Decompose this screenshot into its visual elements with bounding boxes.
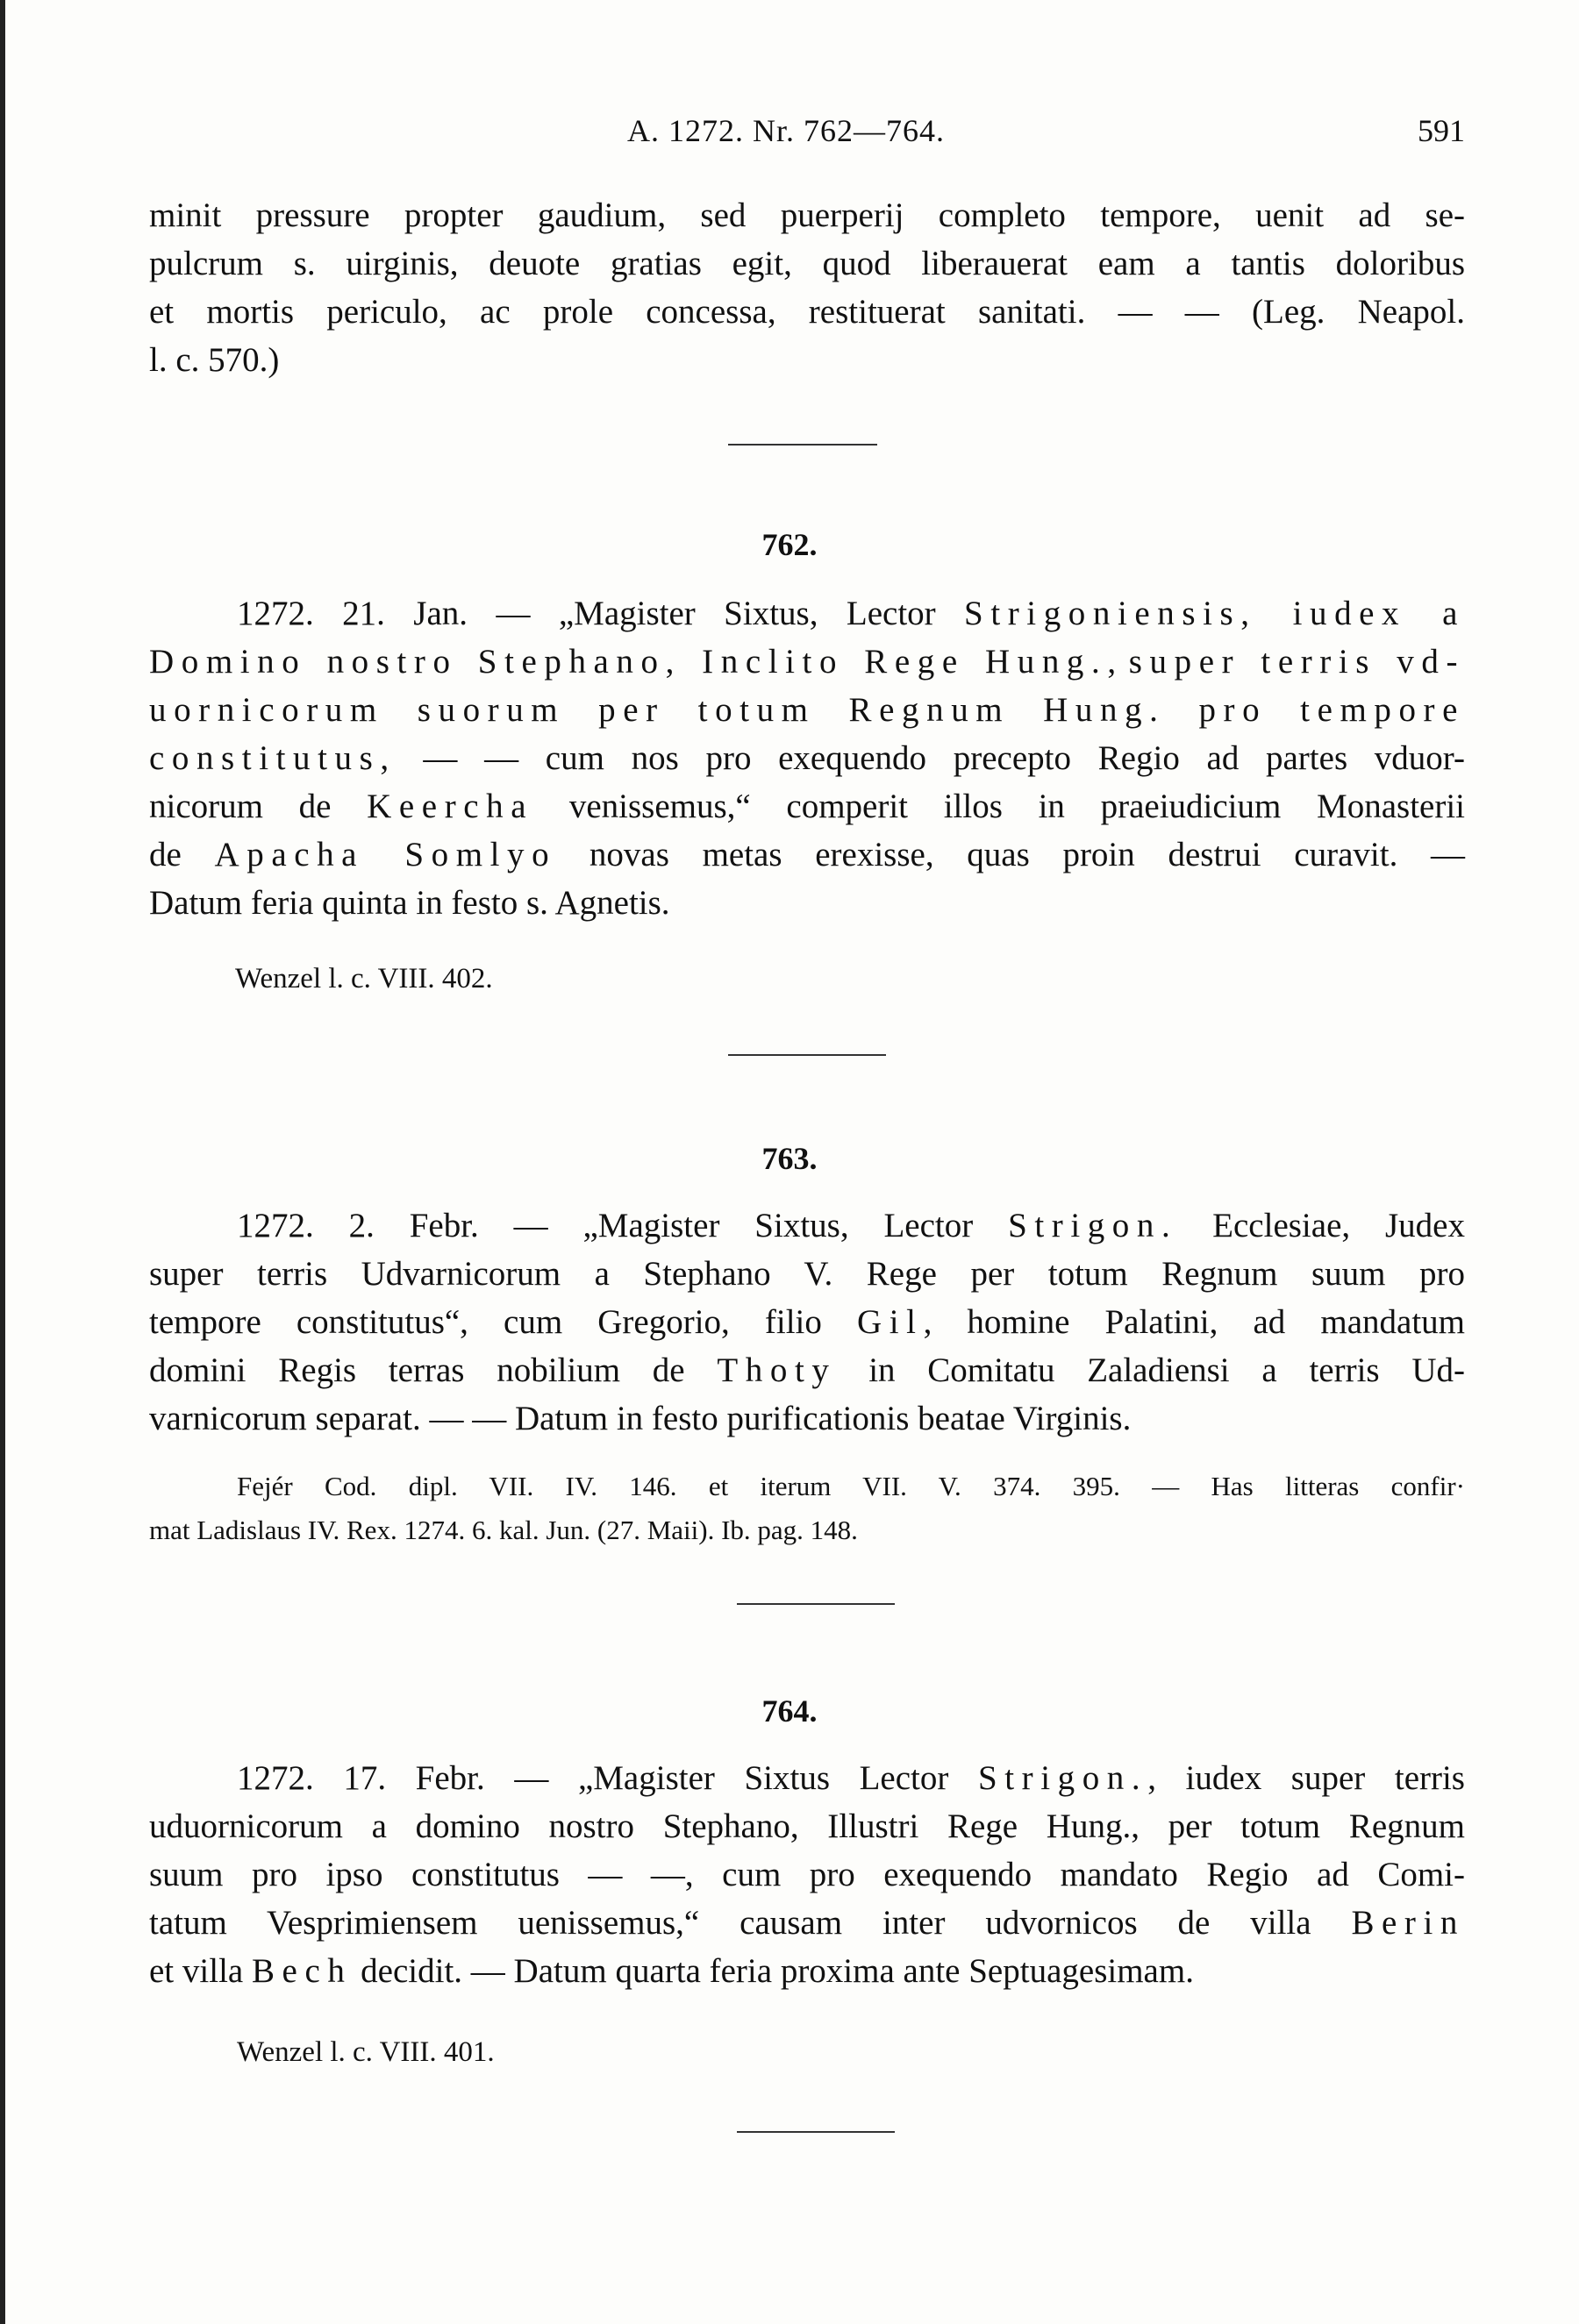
text-line: de Apacha Somlyo novas metas erexisse, quas proin destrui curavit. —	[149, 836, 1466, 873]
separator-rule	[737, 2131, 895, 2133]
text-line: tatum Vesprimiensem uenissemus,“ causam inter udvornicos de villa Berin	[149, 1904, 1465, 1942]
text-line: et villa Bech decidit. — Datum quarta feria proxima ante Septuagesimam.	[149, 1952, 1194, 1990]
separator-rule	[737, 1603, 895, 1605]
page-header	[149, 112, 1465, 156]
text-line: suum pro ipso constitutus — —, cum pro exequendo mandato Regio ad Comi-	[149, 1856, 1465, 1893]
text-line: pulcrum s. uirginis, deuote gratias egit, quod liberauerat eam a tantis doloribus	[149, 245, 1465, 282]
text-line: 1272. 2. Febr. — „Magister Sixtus, Lector Strigon. Ecclesiae, Judex	[237, 1207, 1465, 1244]
text-line: 1272. 21. Jan. — „Magister Sixtus, Lector Strigoniensis, iudex a	[237, 595, 1465, 632]
continuation-paragraph	[149, 191, 1465, 384]
entry-number: 764.	[761, 1693, 818, 1729]
entry-number: 763.	[761, 1141, 818, 1176]
entry-text	[149, 1201, 1465, 1443]
text-line: l. c. 570.)	[149, 341, 280, 379]
running-head: A. 1272. Nr. 762—764.	[627, 113, 945, 148]
text-line: nicorum de Keercha venissemus,“ comperit illos in praeiudicium Monasterii	[149, 788, 1466, 825]
text-line: uduornicorum a domino nostro Stephano, Illustri Rege Hung., per totum Regnum	[149, 1807, 1465, 1845]
source-note	[149, 1465, 1465, 1552]
entry-number: 762.	[761, 527, 818, 562]
text-line: super terris Udvarnicorum a Stephano V. Rege per totum Regnum suum pro	[149, 1255, 1465, 1293]
text-line: minit pressure propter gaudium, sed puerperij completo tempore, uenit ad se-	[149, 196, 1465, 234]
text-line: tempore constitutus“, cum Gregorio, filio Gil, homine Palatini, ad mandatum	[149, 1303, 1465, 1341]
page-number: 591	[1418, 113, 1465, 148]
text-line: mat Ladislaus IV. Rex. 1274. 6. kal. Jun. (27. Maii). Ib. pag. 148.	[149, 1515, 858, 1545]
source-reference: Wenzel l. c. VIII. 401.	[237, 2036, 495, 2068]
text-line: Fejér Cod. dipl. VII. IV. 146. et iterum VII. V. 374. 395. — Has litteras confir·	[237, 1471, 1465, 1501]
entry-text	[149, 589, 1465, 927]
text-line: domini Regis terras nobilium de Thoty in Comitatu Zaladiensi a terris Ud-	[149, 1351, 1465, 1389]
separator-rule	[728, 1054, 886, 1056]
source-reference: Wenzel l. c. VIII. 402.	[235, 963, 493, 994]
entry-text	[149, 1754, 1465, 1995]
text-line: et mortis periculo, ac prole concessa, restituerat sanitati. — — (Leg. Neapol.	[149, 293, 1465, 331]
text-line: Datum feria quinta in festo s. Agnetis.	[149, 884, 670, 922]
text-line: varnicorum separat. — — Datum in festo purificationis beatae Virginis.	[149, 1400, 1132, 1437]
separator-rule	[728, 444, 877, 446]
text-line: constitutus, — — cum nos pro exequendo precepto Regio ad partes vduor-	[149, 739, 1465, 777]
text-line: uornicorum suorum per totum Regnum Hung. pro tempore	[149, 691, 1465, 729]
text-line: Domino nostro Stephano, Inclito Rege Hung., super terris vd-	[149, 643, 1466, 681]
text-line: 1272. 17. Febr. — „Magister Sixtus Lector Strigon., iudex super terris	[237, 1759, 1465, 1797]
